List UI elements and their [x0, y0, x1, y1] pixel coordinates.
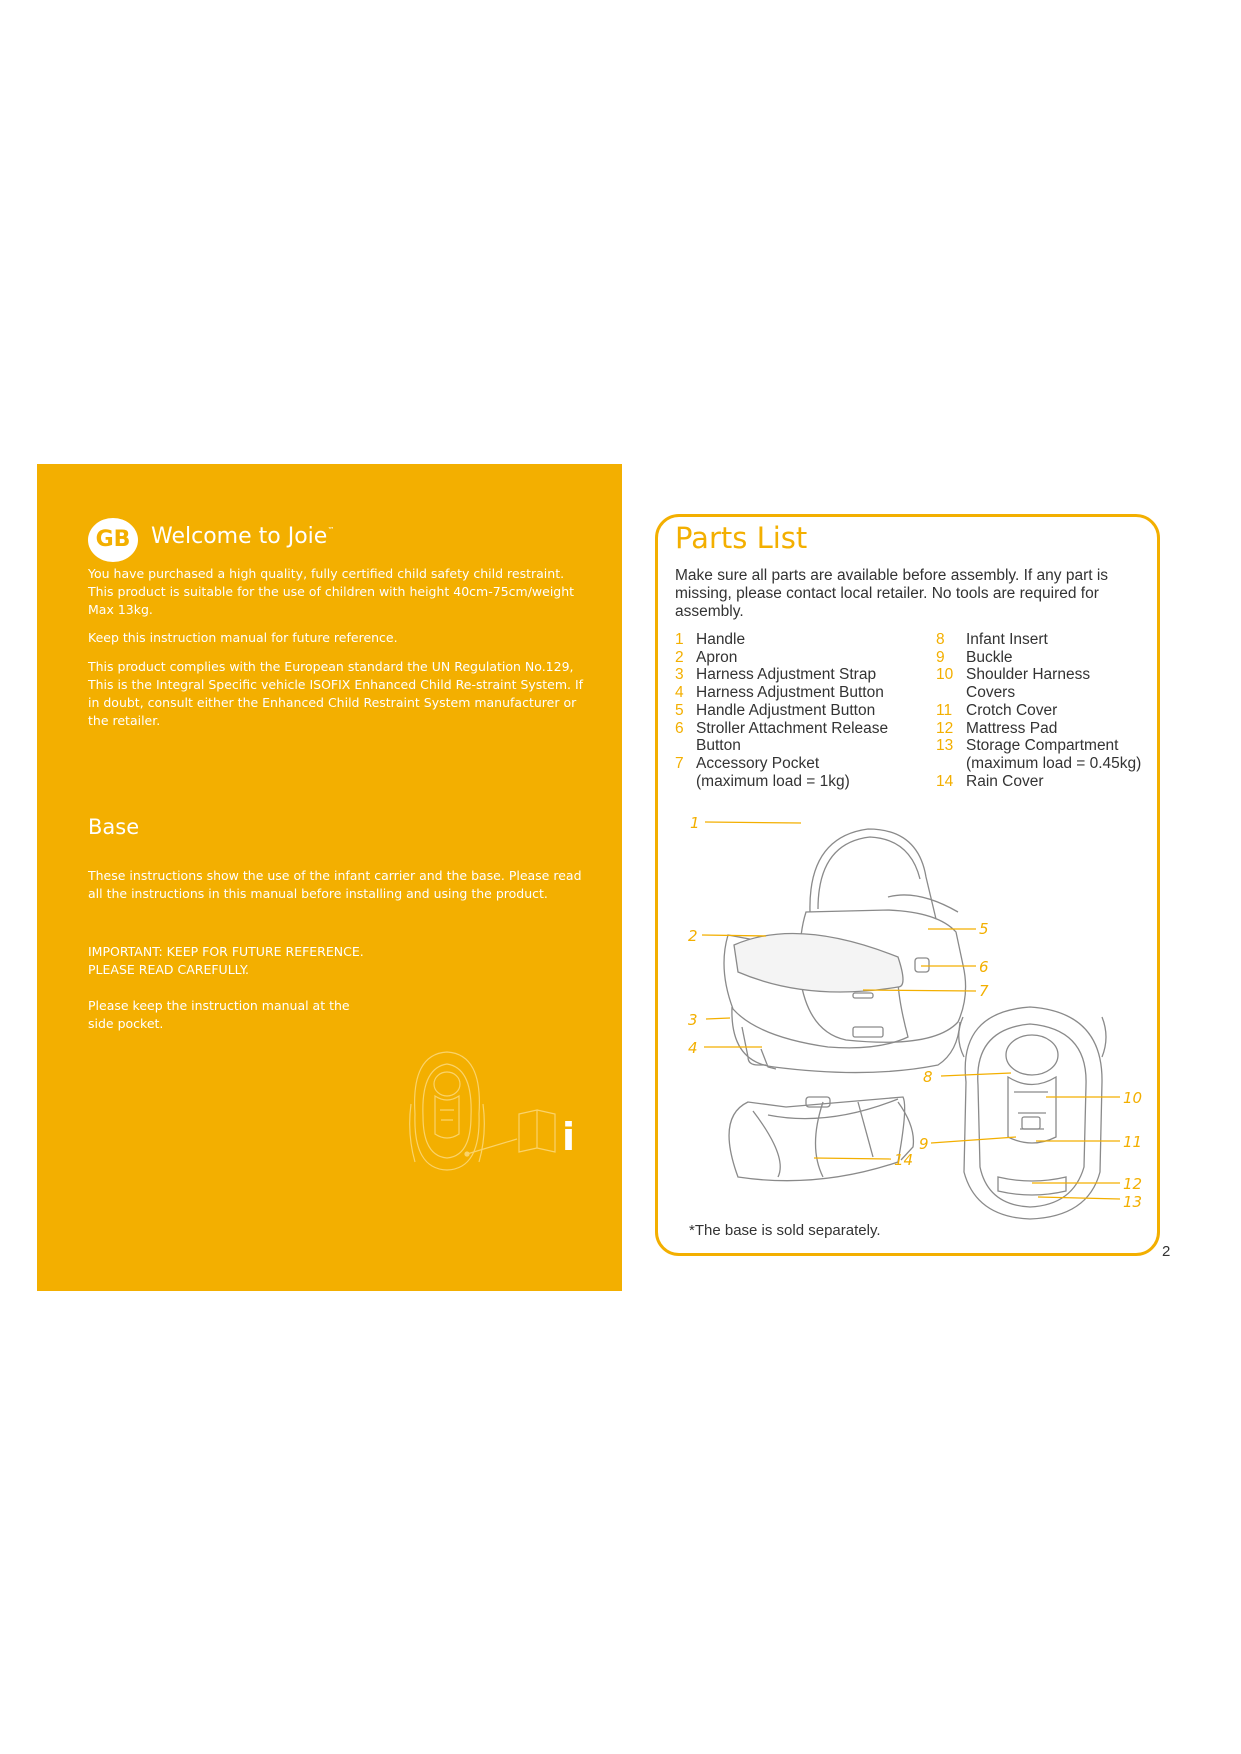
part-number: 1 [675, 631, 684, 648]
part-label: Buckle [966, 648, 1013, 666]
callout-10: 10 [1123, 1089, 1143, 1107]
callout-14: 14 [894, 1151, 914, 1169]
part-number: 10 [936, 666, 954, 684]
car-seat-illustration [959, 1007, 1106, 1219]
manual-storage-illustration [407, 1044, 587, 1184]
base-instructions: These instructions show the use of the infant carrier and the base. Please read all the instructions in this manual before installing and using the product. [88, 868, 582, 901]
part-label: Handle Adjustment Button [696, 701, 876, 719]
part-label: Mattress Pad [966, 719, 1058, 737]
part-label: Handle [696, 631, 746, 648]
part-label: Accessory Pocket (maximum load = 1kg) [696, 754, 850, 790]
parts-list-title: Parts List [675, 521, 808, 555]
base-heading: Base [88, 815, 140, 839]
callout-2: 2 [688, 927, 698, 945]
trademark: ™ [327, 526, 335, 534]
welcome-panel [37, 464, 622, 1291]
callout-1: 1 [690, 814, 700, 832]
callout-6: 6 [979, 958, 989, 976]
part-number: 6 [675, 719, 684, 737]
part-label: Harness Adjustment Strap [696, 666, 877, 684]
language-badge: GB [88, 518, 138, 562]
part-number: 9 [936, 648, 945, 666]
side-pocket-note: Please keep the instruction manual at the side pocket. [88, 998, 350, 1031]
callout-7: 7 [979, 982, 989, 1000]
compliance-paragraph: This product complies with the European standard the UN Regulation No.129, This is the Integral Specific vehicle ISOFIX Enhanced Child Re-straint System. If in doubt, consult either the Enhanced Child Restraint System manufacturer or the retailer. [88, 659, 584, 728]
part-number: 3 [675, 666, 684, 684]
part-number: 14 [936, 772, 954, 790]
parts-diagram [658, 517, 1157, 1253]
part-number: 4 [675, 684, 684, 702]
callout-13: 13 [1123, 1193, 1143, 1211]
part-number: 7 [675, 754, 684, 772]
callout-3: 3 [688, 1011, 698, 1029]
intro-paragraph: You have purchased a high quality, fully certified child safety child restraint. This product is suitable for the use of children with height 40cm-75cm/weight Max 13kg. [88, 566, 575, 617]
part-number: 8 [936, 631, 945, 648]
part-label: Rain Cover [966, 772, 1044, 790]
part-label: Storage Compartment (maximum load = 0.45kg) [966, 737, 1142, 772]
welcome-title: Welcome to Joie™ [151, 524, 335, 549]
part-label: Apron [696, 648, 738, 666]
callout-5: 5 [979, 920, 989, 938]
callout-numbers [688, 814, 1142, 1211]
parts-list-box [655, 514, 1160, 1256]
part-number: 11 [936, 701, 953, 719]
part-number: 12 [936, 719, 954, 737]
part-label: Crotch Cover [966, 701, 1058, 719]
part-label: Shoulder Harness Covers [966, 666, 1091, 702]
callout-9: 9 [919, 1135, 929, 1153]
important-notice: IMPORTANT: KEEP FOR FUTURE REFERENCE. PLEASE READ CAREFULLY. [88, 944, 364, 977]
base-sold-separately-note: *The base is sold separately. [689, 1222, 881, 1239]
part-label: Stroller Attachment Release Button [696, 719, 889, 755]
keep-manual-note: Keep this instruction manual for future reference. [88, 630, 398, 645]
page-number: 2 [1162, 1243, 1171, 1260]
callout-11: 11 [1123, 1133, 1143, 1151]
part-label: Infant Insert [966, 631, 1048, 648]
part-number: 2 [675, 648, 684, 666]
parts-intro: Make sure all parts are available before assembly. If any part is missing, please contact local retailer. No tools are required for assembly. [675, 567, 1109, 620]
callout-12: 12 [1123, 1175, 1143, 1193]
callout-leaders [702, 822, 1120, 1199]
part-number: 5 [675, 701, 684, 719]
part-label: Harness Adjustment Button [696, 684, 884, 702]
callout-8: 8 [923, 1068, 933, 1086]
carrycot-illustration [724, 829, 966, 1181]
info-icon: i [562, 1115, 576, 1159]
callout-4: 4 [688, 1039, 698, 1057]
part-number: 13 [936, 737, 954, 755]
